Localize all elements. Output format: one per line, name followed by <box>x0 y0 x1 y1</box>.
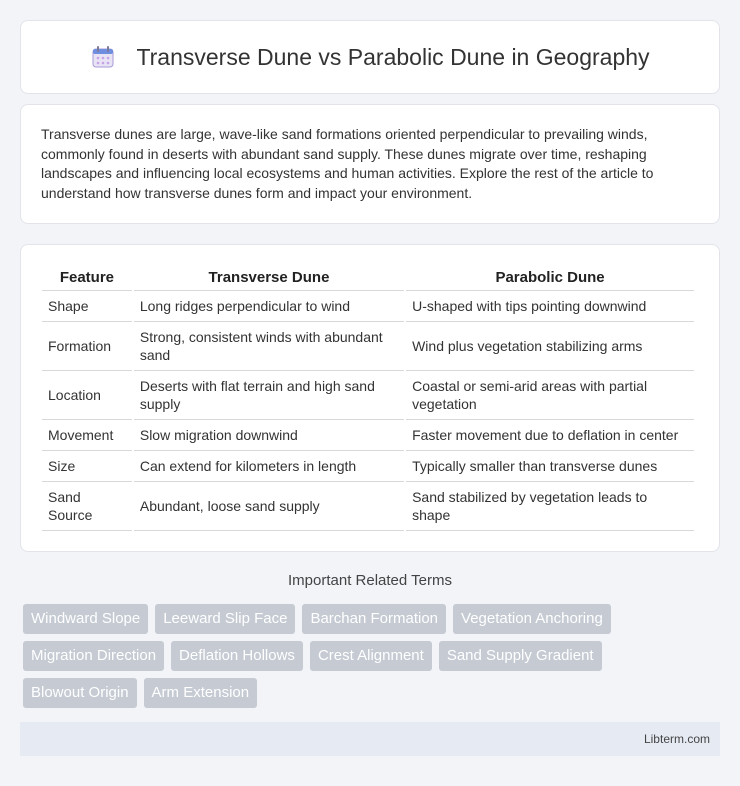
comparison-table-card <box>20 244 720 552</box>
table-row <box>42 451 694 482</box>
table-header-row <box>42 265 694 291</box>
table-cell: Coastal or semi-arid areas with partial vegetation <box>406 371 694 420</box>
term-tag[interactable]: Sand Supply Gradient <box>439 641 602 671</box>
term-tag[interactable]: Crest Alignment <box>310 641 432 671</box>
table-row <box>42 322 694 371</box>
header-card <box>20 20 720 94</box>
table-cell: Location <box>42 371 132 420</box>
term-tag[interactable]: Arm Extension <box>144 678 258 708</box>
intro-text: Transverse dunes are large, wave-like sand formations oriented perpendicular to prevailing winds, commonly found in deserts with abundant sand supply. These dunes migrate over time, reshaping landscapes and influencing local ecosystems and human activities. Explore the rest of the article to understand how transverse dunes form and impact your environment. <box>41 126 654 201</box>
table-row <box>42 291 694 322</box>
table-cell: Long ridges perpendicular to wind <box>134 291 404 322</box>
table-cell: Faster movement due to deflation in center <box>406 420 694 451</box>
table-cell: Typically smaller than transverse dunes <box>406 451 694 482</box>
term-tag[interactable]: Barchan Formation <box>302 604 446 634</box>
table-cell: Strong, consistent winds with abundant sand <box>134 322 404 371</box>
intro-card <box>20 104 720 224</box>
table-cell: Sand Source <box>42 482 132 531</box>
header <box>90 44 649 71</box>
table-cell: Sand stabilized by vegetation leads to shape <box>406 482 694 531</box>
column-header-parabolic: Parabolic Dune <box>406 265 694 291</box>
table-cell: Shape <box>42 291 132 322</box>
table-cell: Slow migration downwind <box>134 420 404 451</box>
term-tag[interactable]: Migration Direction <box>23 641 164 671</box>
calendar-icon <box>90 44 116 70</box>
table-cell: U-shaped with tips pointing downwind <box>406 291 694 322</box>
table-cell: Abundant, loose sand supply <box>134 482 404 531</box>
table-row <box>42 420 694 451</box>
column-header-feature: Feature <box>42 265 132 291</box>
table-cell: Wind plus vegetation stabilizing arms <box>406 322 694 371</box>
column-header-transverse: Transverse Dune <box>134 265 404 291</box>
table-cell: Formation <box>42 322 132 371</box>
term-tag[interactable]: Windward Slope <box>23 604 148 634</box>
table-row <box>42 371 694 420</box>
related-terms-heading: Important Related Terms <box>288 572 452 589</box>
footer-site-link[interactable]: Libterm.com <box>643 732 710 746</box>
term-tag[interactable]: Leeward Slip Face <box>155 604 295 634</box>
term-tag[interactable]: Deflation Hollows <box>171 641 303 671</box>
term-tag[interactable]: Blowout Origin <box>23 678 137 708</box>
comparison-table <box>40 265 696 531</box>
footer <box>20 722 720 756</box>
related-terms-list <box>23 604 723 715</box>
table-cell: Movement <box>42 420 132 451</box>
page-title: Transverse Dune vs Parabolic Dune in Geography <box>136 43 650 70</box>
table-cell: Deserts with flat terrain and high sand supply <box>134 371 404 420</box>
table-row <box>42 482 694 531</box>
table-cell: Can extend for kilometers in length <box>134 451 404 482</box>
term-tag[interactable]: Vegetation Anchoring <box>453 604 611 634</box>
table-cell: Size <box>42 451 132 482</box>
